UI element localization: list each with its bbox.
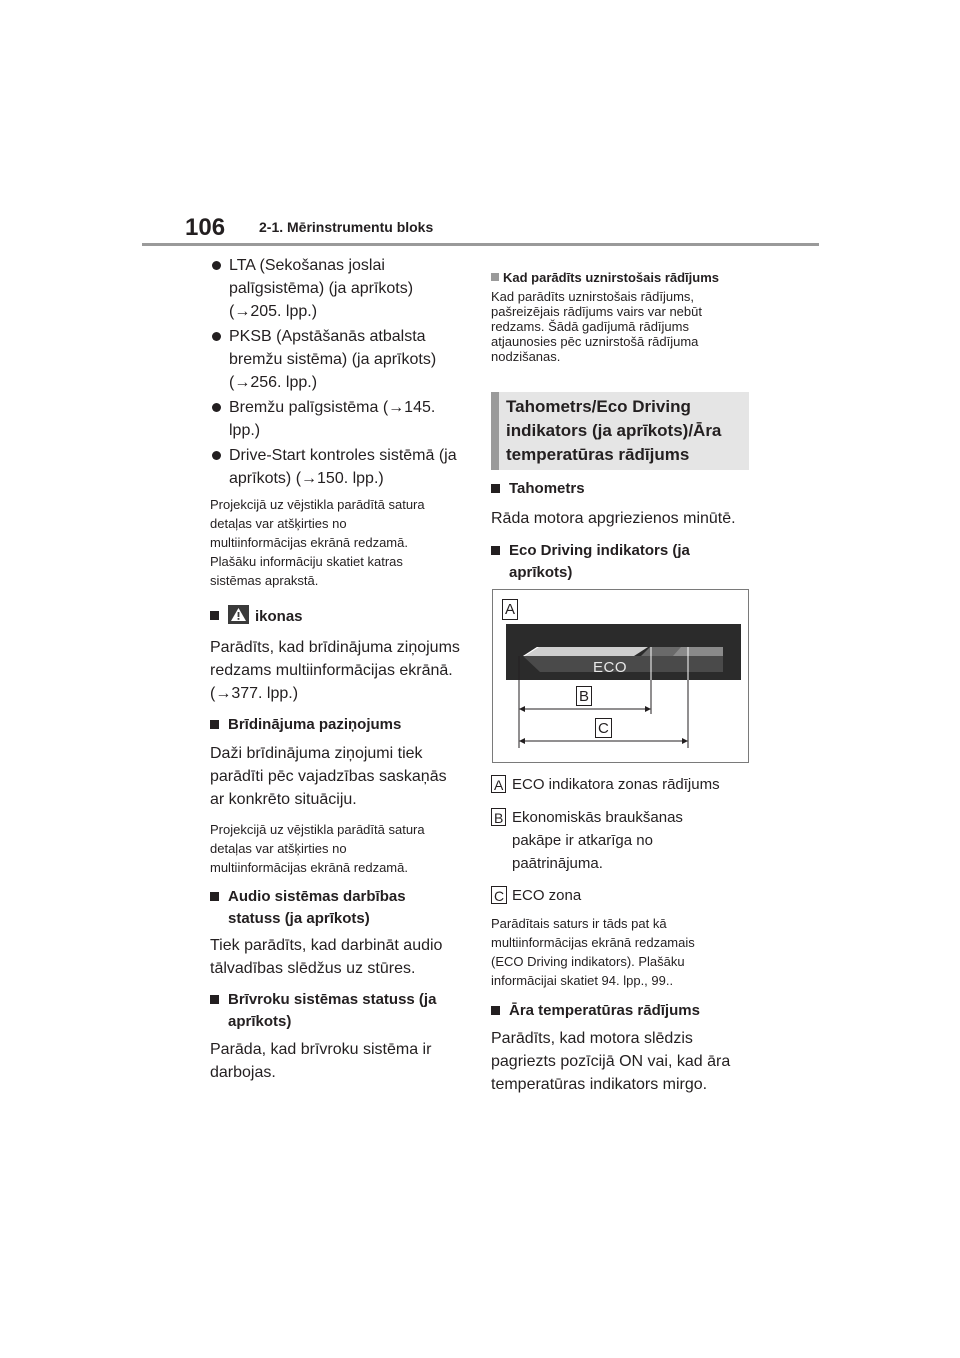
note-line: detaļas var atšķirties no: [210, 841, 347, 856]
list-item: [210, 325, 468, 394]
left-column: [210, 254, 468, 1084]
note-line: Parādītais saturs ir tāds pat kā: [491, 916, 667, 931]
note-line: Projekcijā uz vējstikla parādītā satura: [210, 497, 425, 512]
section-title: 2-1. Mērinstrumentu bloks: [259, 219, 434, 235]
square-bullet-icon: [210, 995, 219, 1004]
section-heading: [210, 714, 468, 736]
page-reference: (→377. lpp.): [210, 685, 299, 702]
legend-key: A: [491, 775, 506, 793]
note: [210, 820, 468, 877]
legend-text: Ekonomiskās braukšanas: [512, 809, 683, 826]
bullet-icon: [212, 451, 221, 460]
heading-text: statuss (ja aprīkots): [228, 910, 370, 927]
square-bullet-icon: [491, 546, 500, 555]
title-line: Tahometrs/Eco Driving: [506, 397, 691, 416]
list-item-line: palīgsistēma) (ja aprīkots): [229, 280, 414, 297]
square-bullet-icon: [210, 892, 219, 901]
icons-heading-text: ikonas: [255, 608, 303, 625]
heading-text: Āra temperatūras rādījums: [509, 1002, 700, 1019]
heading-text: Kad parādīts uznirstošais rādījums: [503, 270, 720, 285]
square-bullet-icon: [210, 611, 219, 620]
legend-text: ECO zona: [512, 887, 582, 904]
paragraph: [210, 636, 468, 705]
bullet-icon: [212, 332, 221, 341]
paragraph-line: redzams multiinformācijas ekrānā.: [210, 662, 453, 679]
paragraph-line: Kad parādīts uznirstošais rādījums,: [491, 289, 695, 304]
diagram-label-b: B: [576, 686, 592, 706]
warning-triangle-icon: [228, 605, 249, 624]
list-item-line: LTA (Sekošanas joslai: [229, 257, 385, 274]
heading-text: aprīkots): [509, 564, 573, 581]
heading-text: Brīvroku sistēmas statuss (ja: [228, 991, 437, 1008]
icons-heading: [210, 605, 468, 628]
paragraph-line: darbojas.: [210, 1064, 276, 1081]
paragraph-line: Tiek parādīts, kad darbināt audio: [210, 937, 443, 954]
diagram-label-a: A: [502, 599, 518, 620]
legend-key: B: [491, 808, 506, 826]
note-line: Plašāku informāciju skatiet katras: [210, 554, 403, 569]
legend-item: [491, 773, 753, 796]
right-column-bottom: [491, 773, 753, 1096]
note: [210, 495, 468, 590]
list-item-line: Drive-Start kontroles sistēmā (ja: [229, 447, 457, 464]
right-column-top: [491, 269, 753, 364]
paragraph: [210, 742, 468, 811]
paragraph-line: nodzišanas.: [491, 349, 561, 364]
note-line: multiinformācijas ekrānā redzamā.: [210, 860, 408, 875]
right-column-mid: [491, 478, 753, 584]
list-item-line: Bremžu palīgsistēma (→145.: [229, 399, 436, 416]
legend-text: ECO indikatora zonas rādījums: [512, 776, 720, 793]
heading-text: aprīkots): [228, 1013, 292, 1030]
header-rule: [142, 243, 819, 246]
paragraph-line: tālvadības slēdžus uz stūres.: [210, 960, 416, 977]
page-reference: (→256. lpp.): [229, 374, 318, 391]
title-line: temperatūras rādījums: [506, 445, 690, 464]
paragraph-line: Parādīts, kad brīdinājuma ziņojums: [210, 639, 460, 656]
page-number: 106: [185, 214, 226, 241]
list-item: [210, 396, 468, 442]
section-heading: [491, 540, 753, 584]
section-title-box: [491, 392, 749, 470]
bullet-icon: [212, 403, 221, 412]
square-bullet-icon: [210, 720, 219, 729]
square-bullet-icon: [491, 1006, 500, 1015]
heading-text: Brīdinājuma paziņojums: [228, 716, 402, 733]
legend-key: C: [491, 886, 507, 904]
paragraph: [210, 1038, 468, 1084]
eco-diagram-graphic: [493, 590, 748, 762]
eco-indicator-diagram: [492, 589, 749, 763]
paragraph-line: parādīti pēc vajadzības saskaņās: [210, 768, 447, 785]
paragraph-line: temperatūras indikators mirgo.: [491, 1076, 708, 1093]
paragraph-line: redzams. Šādā gadījumā rādījums: [491, 319, 689, 334]
square-bullet-icon: [491, 484, 500, 493]
section-heading: [491, 478, 753, 500]
note-line: detaļas var atšķirties no: [210, 516, 347, 531]
heading-text: Eco Driving indikators (ja: [509, 542, 690, 559]
section-heading: [210, 989, 468, 1033]
note-line: informācijai skatiet 94. lpp., 99..: [491, 973, 674, 988]
paragraph: [491, 1027, 753, 1096]
paragraph-line: pagriezts pozīcijā ON vai, kad āra: [491, 1053, 731, 1070]
paragraph-line: ar konkrēto situāciju.: [210, 791, 357, 808]
eco-display-text: ECO: [592, 659, 627, 676]
paragraph: [210, 934, 468, 980]
paragraph-line: Parāda, kad brīvroku sistēma ir: [210, 1041, 432, 1058]
paragraph-line: Parādīts, kad motora slēdzis: [491, 1030, 693, 1047]
paragraph: Rāda motora apgriezienos minūtē.: [491, 510, 736, 527]
legend-item: [491, 806, 753, 875]
paragraph-line: atjaunosies pēc uznirstošā rādījuma: [491, 334, 699, 349]
note-line: multiinformācijas ekrānā redzamā.: [210, 535, 408, 550]
note-line: (ECO Driving indikators). Plašāku: [491, 954, 685, 969]
square-bullet-icon: [491, 273, 499, 281]
page-reference: (→205. lpp.): [229, 303, 318, 320]
paragraph: [491, 289, 753, 364]
title-line: indikators (ja aprīkots)/Āra: [506, 421, 722, 440]
section-heading: [491, 269, 753, 287]
list-item: [210, 444, 468, 490]
section-heading: [491, 1000, 753, 1022]
legend-item: [491, 884, 753, 907]
list-item-line: PKSB (Apstāšanās atbalsta: [229, 328, 426, 345]
legend-text: pakāpe ir atkarīga no: [512, 832, 653, 849]
list-item: [210, 254, 468, 323]
paragraph-line: pašreizējais rādījums vairs var nebūt: [491, 304, 702, 319]
note-line: multiinformācijas ekrānā redzamais: [491, 935, 695, 950]
list-item-line: lpp.): [229, 422, 261, 439]
heading-text: Audio sistēmas darbības: [228, 888, 406, 905]
legend-text: paātrinājuma.: [512, 855, 603, 872]
diagram-label-c: C: [595, 718, 612, 738]
section-heading: [210, 886, 468, 930]
note: [491, 914, 753, 990]
list-item-line: aprīkots) (→150. lpp.): [229, 470, 384, 487]
list-item-line: bremžu sistēma) (ja aprīkots): [229, 351, 437, 368]
note-line: sistēmas aprakstā.: [210, 573, 319, 588]
note-line: Projekcijā uz vējstikla parādītā satura: [210, 822, 425, 837]
bullet-icon: [212, 261, 221, 270]
heading-text: Tahometrs: [509, 480, 585, 497]
paragraph-line: Daži brīdinājuma ziņojumi tiek: [210, 745, 423, 762]
